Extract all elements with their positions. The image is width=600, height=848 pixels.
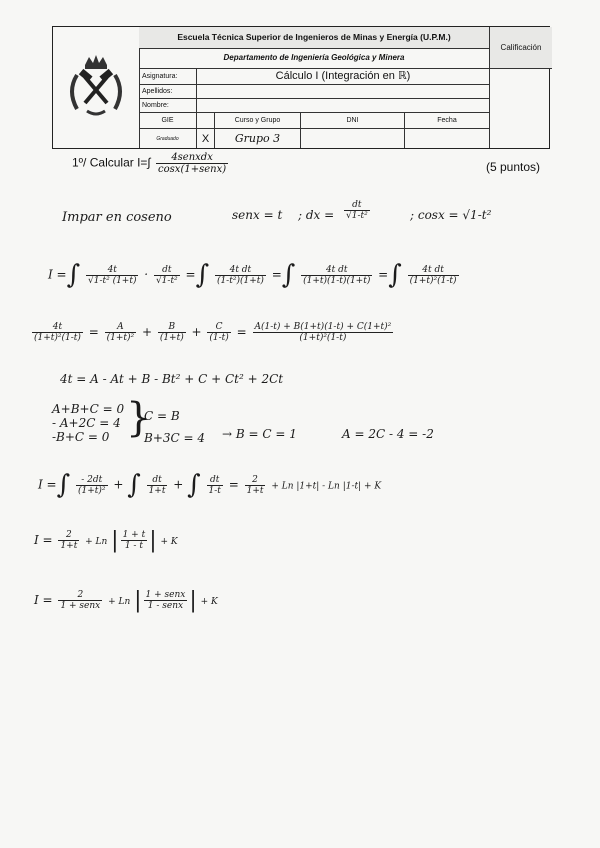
dx-fraction: $\frac{dt}{\text{√1-t²}}$ [346,200,368,221]
step-integral-transform: I =∫ $\frac{4t}{\text{√1-t² (1+t)}}$ · $\frac{dt}{\text{√1-t²}}$ =∫ $\frac{\text{4t dt}}{\text{(1-t²)(1+t)}}$ =∫ $\frac{\text{4t dt}}{(1+t)(1-t)(1+t)}$ =∫ $\frac{\text{4t dt}}{\text{(1+t)²(1-t)}}$ [48,260,457,290]
problem-points: (5 puntos) [486,160,541,174]
dx-label: ; dx = [298,208,335,222]
subject-value: Cálculo I (Integración en ℝ) [275,70,411,82]
step-integrate: I =∫ $\frac{- 2dt}{\text{(1+t)²}}$ + ∫ $\frac{dt}{1+t}$ + ∫ $\frac{dt}{1-t}$ = $\frac{2}{1+t}$ + Ln |1+t| - Ln |1-t| + K [38,470,382,500]
step-expand: 4t = A - At + B - Bt² + C + Ct² + 2Ct [60,372,284,386]
final-result: I = 2 1 + senx + Ln | 1 + senx 1 - senx | + K [34,588,218,613]
name-row [139,99,489,113]
step-result-t: I = $\frac{2}{1+t}$ + Ln | $\frac{1 + t}{1 - t}$ | + K [34,528,178,553]
group-value: Grupo 3 [215,129,301,148]
b-plus-3c: B+3C = 4 [144,431,206,445]
cos-substitution: ; cosx = √1-t² [410,208,492,222]
step-partial-fractions: $\frac{4t}{\text{(1+t)²(1-t)}}$ = $\frac{A}{\text{(1+t)²}}$ + $\frac{B}{(1+t)}$ + $\frac{C}{(1-t)}$ = $\frac{\text{A(1-t) + B(1+t)(1-t) + C(1+t)²}}{\text{(1+t)²(1-t)}}$ [34,322,392,343]
surname-field [197,85,489,98]
b-c-result: → B = C = 1 [222,427,297,441]
dni-label: DNI [301,113,405,128]
name-label: Nombre: [139,99,197,112]
problem-denominator: cosx(1+senx) [158,164,227,175]
graduado-label: Graduado [139,129,197,148]
gie-label: GIE [139,113,197,128]
exam-header [52,26,550,149]
problem-numerator: 4senxdx [156,152,228,164]
group-label: Curso y Grupo [215,113,301,128]
substitution: senx = t [232,208,283,222]
hint-odd-cosine: Impar en coseno [62,210,172,225]
surname-label: Apellidos: [139,85,197,98]
surname-row [139,85,489,99]
c-equals-b: C = B [144,409,180,423]
a-result: A = 2C - 4 = -2 [342,427,434,441]
grade-label: Calificación [489,27,552,69]
info-header-row [139,113,489,129]
school-name: Escuela Técnica Superior de Ingenieros de Minas y Energía (U.P.M.) [139,27,489,49]
name-field [197,99,489,112]
subject-row [139,68,489,85]
system-brace-icon: } [126,395,152,441]
graduado-mark: X [197,129,215,148]
subject-label: Asignatura: [139,68,197,84]
date-label: Fecha [437,117,457,124]
equation-system: A+B+C = 0 - A+2C = 4 -B+C = 0 [52,402,125,444]
school-crest-icon [63,55,129,119]
department-name: Departamento de Ingeniería Geológica y Minera [139,48,489,69]
problem-statement: 1º/ Calcular I=∫ 4senxdx cosx(1+senx) [72,152,227,175]
dni-field [301,129,405,148]
date-field [405,129,489,148]
info-values-row [139,129,489,148]
logo-cell [53,27,140,148]
grade-box [489,68,552,148]
